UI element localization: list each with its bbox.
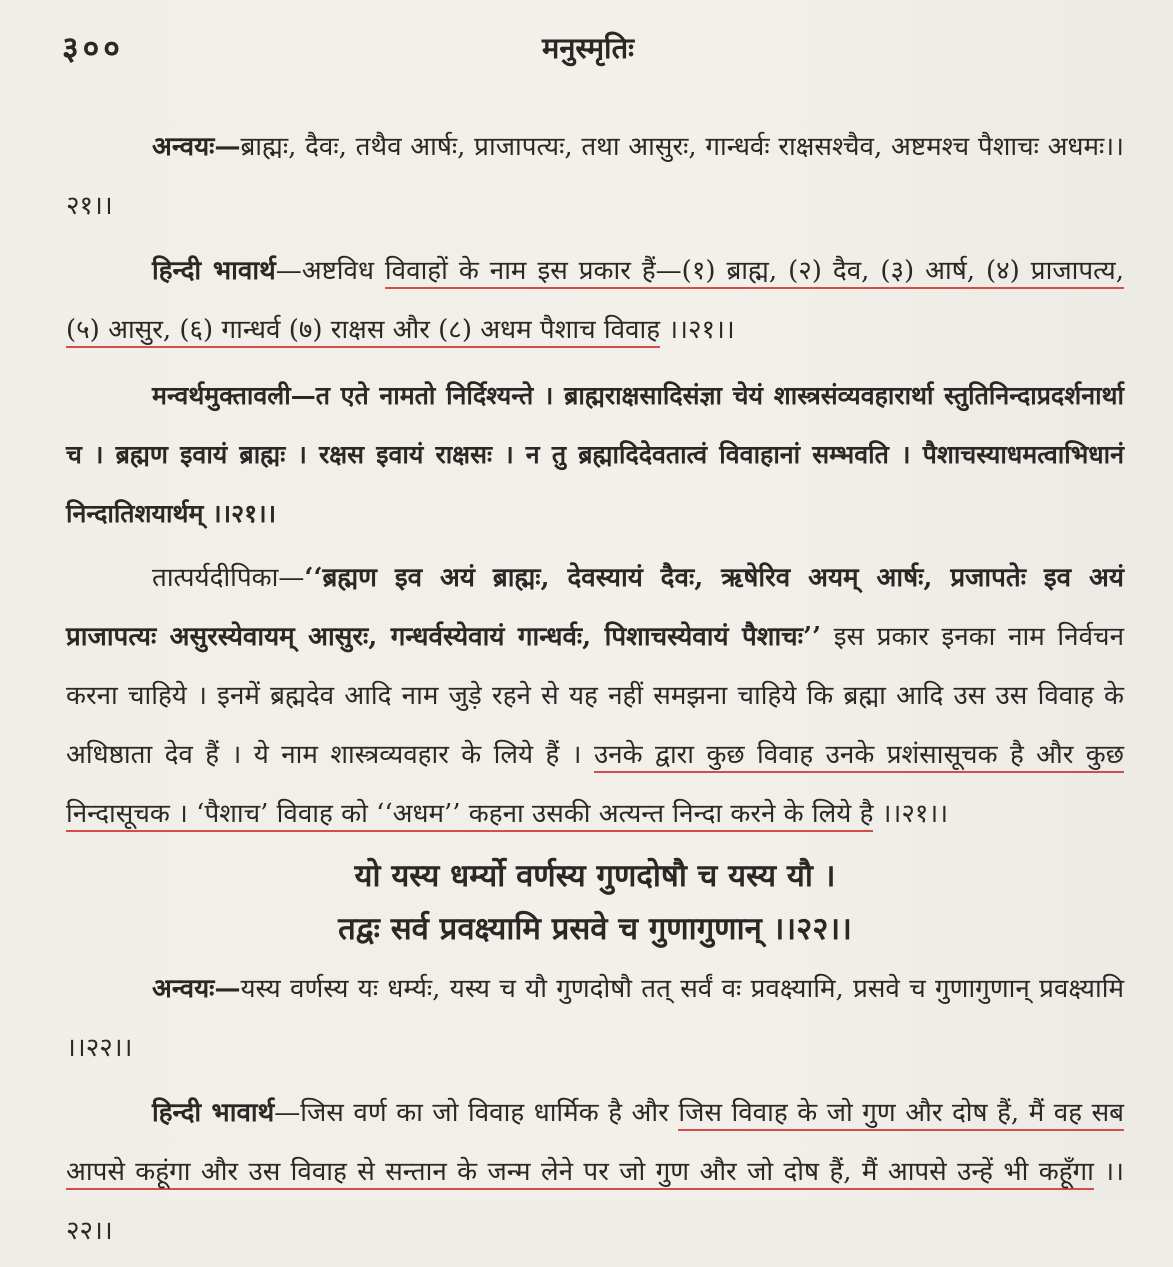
muktavali-21-paragraph [66, 366, 1124, 543]
anvaya-dash: — [214, 132, 241, 162]
page-content [66, 118, 1124, 1267]
anvaya-text: यस्य वर्णस्य यः धर्म्यः, यस्य च यौ गुणदोषौ तत् सर्वं वः प्रवक्ष्यामि, प्रसवे च गुणागुणान् प्रवक्ष्यामि ।।२२।। [66, 974, 1124, 1063]
underlined-passage: उनके द्वारा कुछ विवाह उनके प्रशंसासूचक है और कुछ निन्दासूचक । ‘पैशाच’ विवाह को ‘‘अधम’’ कहना उसकी अत्यन्त निन्दा करने के लिये है [66, 740, 1124, 832]
underlined-passage: विवाहों के नाम इस प्रकार हैं—(१) ब्राह्म, (२) दैव, (३) आर्ष, (४) प्राजापत्य, (५) आसुर, (६) गान्धर्व (७) राक्षस और (८) अधम पैशाच विवाह [66, 256, 1124, 348]
bhavartha-21-paragraph [66, 242, 1124, 360]
bhavartha-22-paragraph [66, 1084, 1124, 1261]
anvaya-label: अन्वयः [152, 974, 215, 1004]
dipika-text: इस प्रकार इनका नाम निर्वचन करना चाहिये । इनमें ब्रह्मदेव आदि नाम जुड़े रहने से यह नहीं समझना चाहिये कि ब्रह्मा आदि उस उस विवाह के अधिष्ठाता देव हैं । ये नाम शास्त्रव्यवहार के लिये हैं । [66, 622, 1124, 770]
dipika-dash: — [278, 563, 305, 593]
bhavartha-label: हिन्दी भावार्थ [152, 256, 276, 286]
page-number: ३०० [62, 29, 124, 67]
anvaya-21-paragraph [66, 118, 1124, 236]
verse-line-2: तद्वः सर्व प्रवक्ष्यामि प्रसवे च गुणागुणान् ।।२२।। [338, 911, 852, 947]
verse-line-1: यो यस्य धर्म्यो वर्णस्य गुणदोषौ च यस्य यौ । [354, 858, 836, 894]
verse-number: ।।२२।। [66, 1157, 1124, 1246]
running-title: मनुस्मृतिः [542, 31, 634, 65]
dipika-21-paragraph [66, 549, 1124, 844]
muktavali-text: त एते नामतो निर्दिश्यन्ते । ब्राह्मराक्षसादिसंज्ञा चेयं शास्त्रसंव्यवहारार्था स्तुतिनिन्दाप्रदर्शनार्था च । ब्रह्मण इवायं ब्राह्मः । रक्षस इवायं राक्षसः । न तु ब्रह्मादिदेवतात्वं विवाहानां सम्भवति । पैशाचस्याधमत्वाभिधानं निन्दातिशयार्थम् ।।२१।। [66, 381, 1124, 528]
muktavali-label: मन्वर्थमुक्तावली [152, 381, 291, 410]
page-header [62, 22, 1133, 76]
anvaya-22-paragraph [66, 960, 1124, 1078]
verse-number: ।।२१।। [873, 799, 949, 829]
bhavartha-text: अष्टविध [301, 256, 385, 286]
dipika-quote: ‘‘ब्रह्मण इव अयं ब्राह्मः, देवस्यायं दैवः, ऋषेरिव अयम् आर्षः, प्रजापतेः इव अयं प्राजापत्यः असुरस्येवायम् आसुरः, गन्धर्वस्येवायं गान्धर्वः, पिशाचस्येवायं पैशाचः’’ [66, 563, 1124, 652]
bhavartha-dash: — [274, 1098, 301, 1128]
verse-22 [66, 850, 1124, 956]
bhavartha-label: हिन्दी भावार्थ [152, 1098, 275, 1128]
bhavartha-text: जिस वर्ण का जो विवाह धार्मिक है और [300, 1098, 679, 1128]
muktavali-dash: — [290, 381, 316, 410]
bhavartha-dash: — [275, 256, 302, 286]
underlined-passage: जिस विवाह के जो गुण और दोष हैं, मैं वह सब आपसे कहूंगा और उस विवाह से सन्तान के जन्म लेने पर जो गुण और जो दोष हैं, मैं आपसे उन्हें भी कहूँगा [66, 1098, 1124, 1190]
anvaya-dash: — [214, 974, 241, 1004]
dipika-label: तात्पर्यदीपिका [152, 563, 279, 593]
anvaya-text: ब्राह्मः, दैवः, तथैव आर्षः, प्राजापत्यः, तथा आसुरः, गान्धर्वः राक्षसश्चैव, अष्टमश्च पैशाचः अधमः।।२१।। [66, 132, 1124, 221]
verse-number: ।।२१।। [660, 315, 735, 345]
anvaya-label: अन्वयः [152, 132, 215, 162]
